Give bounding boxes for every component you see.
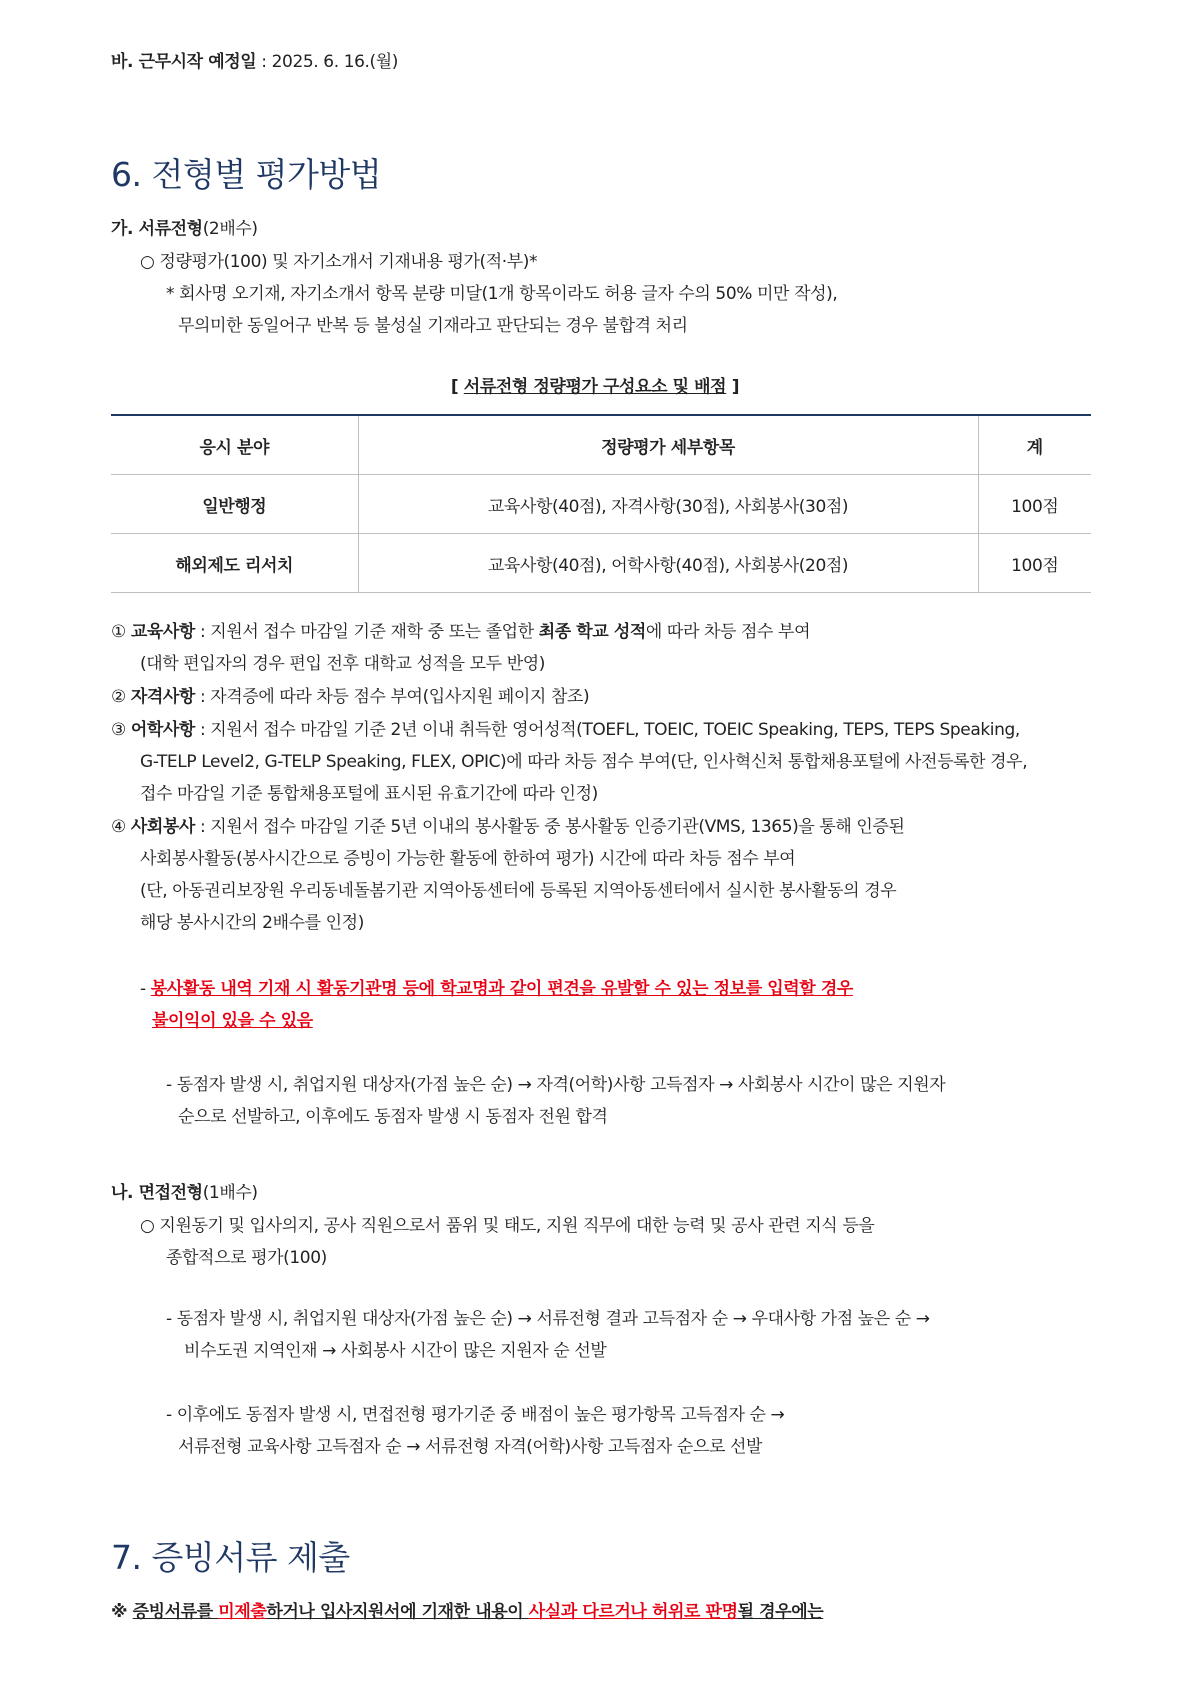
item-number: ① bbox=[111, 622, 126, 642]
item-education bbox=[111, 620, 810, 644]
item-language bbox=[111, 718, 1020, 742]
tie-rule-interview-line-1: - 동점자 발생 시, 취업지원 대상자(가점 높은 순) → 서류전형 결과 고득점자 순 → 우대사항 가점 높은 순 → bbox=[166, 1309, 930, 1329]
item-text: : 자격증에 따라 차등 점수 부여(입사지원 페이지 참조) bbox=[194, 687, 590, 707]
section-7-heading: 7. 증빙서류 제출 bbox=[111, 1538, 350, 1577]
start-date-label: 바. 근무시작 예정일 bbox=[111, 52, 257, 72]
interview-suffix: (1배수) bbox=[202, 1183, 258, 1203]
note-text: 증빙서류를 bbox=[132, 1602, 219, 1622]
document-screening-note-2: 무의미한 동일어구 반복 등 불성실 기재라고 판단되는 경우 불합격 처리 bbox=[178, 316, 688, 336]
row-total: 100점 bbox=[978, 534, 1091, 593]
note-mark: ※ bbox=[111, 1602, 133, 1622]
item-language-line-3: 접수 마감일 기준 통합채용포털에 표시된 유효기간에 따라 인정) bbox=[140, 784, 598, 804]
tie-rule-final-line-2: 서류전형 교육사항 고득점자 순 → 서류전형 자격(어학)사항 고득점자 순으로 선발 bbox=[178, 1437, 763, 1457]
tie-rule-document-line-1: - 동점자 발생 시, 취업지원 대상자(가점 높은 순) → 자격(어학)사항 고득점자 → 사회봉사 시간이 많은 지원자 bbox=[166, 1075, 946, 1095]
table-title-close-bracket: ] bbox=[726, 377, 740, 397]
item-text: 에 따라 차등 점수 부여 bbox=[645, 622, 811, 642]
item-volunteer-line-3: (단, 아동권리보장원 우리동네돌봄기관 지역아동센터에 등록된 지역아동센터에서 실시한 봉사활동의 경우 bbox=[140, 881, 897, 901]
item-number: ③ bbox=[111, 720, 126, 740]
interview-label: 나. 면접전형 bbox=[111, 1183, 203, 1203]
document-screening-label: 가. 서류전형 bbox=[111, 219, 203, 239]
item-volunteer-line-2: 사회봉사활동(봉사시간으로 증빙이 가능한 활동에 한하여 평가) 시간에 따라 차등 점수 부여 bbox=[140, 849, 796, 869]
warning-text-line-2: 불이익이 있을 수 있음 bbox=[152, 1011, 313, 1031]
table-title-text: 서류전형 정량평가 구성요소 및 배점 bbox=[463, 377, 727, 397]
row-field: 일반행정 bbox=[111, 475, 358, 534]
note-red-text: 미제출 bbox=[218, 1602, 267, 1622]
note-red-text: 사실과 다르거나 허위로 판명 bbox=[528, 1602, 738, 1622]
tie-rule-document-line-2: 순으로 선발하고, 이후에도 동점자 발생 시 동점자 전원 합격 bbox=[178, 1107, 608, 1127]
item-text: : 지원서 접수 마감일 기준 재학 중 또는 졸업한 bbox=[194, 622, 539, 642]
item-emphasis: 최종 학교 성적 bbox=[538, 622, 646, 642]
document-screening-suffix: (2배수) bbox=[202, 219, 258, 239]
table-title-open-bracket: [ bbox=[450, 377, 464, 397]
header-field: 응시 분야 bbox=[111, 415, 358, 475]
row-items: 교육사항(40점), 자격사항(30점), 사회봉사(30점) bbox=[358, 475, 978, 534]
item-label: 교육사항 bbox=[130, 622, 195, 642]
table-title bbox=[0, 372, 1190, 399]
item-education-line-2: (대학 편입자의 경우 편입 전후 대학교 성적을 모두 반영) bbox=[140, 654, 545, 674]
row-items: 교육사항(40점), 어학사항(40점), 사회봉사(20점) bbox=[358, 534, 978, 593]
tie-rule-interview-line-2: 비수도권 지역인재 → 사회봉사 시간이 많은 지원자 순 선발 bbox=[184, 1341, 607, 1361]
note-text: 하거나 입사지원서에 기재한 내용이 bbox=[266, 1602, 529, 1622]
document-screening-heading bbox=[111, 217, 258, 241]
row-field: 해외제도 리서치 bbox=[111, 534, 358, 593]
interview-heading bbox=[111, 1181, 258, 1205]
tie-rule-final-line-1: - 이후에도 동점자 발생 시, 면접전형 평가기준 중 배점이 높은 평가항목 고득점자 순 → bbox=[166, 1405, 785, 1425]
start-date-line bbox=[111, 50, 398, 74]
section-7-note bbox=[111, 1600, 823, 1624]
item-text: : 지원서 접수 마감일 기준 5년 이내의 봉사활동 중 봉사활동 인증기관(VMS, 1365)을 통해 인증된 bbox=[194, 817, 905, 837]
document-screening-criteria: ○ 정량평가(100) 및 자기소개서 기재내용 평가(적·부)* bbox=[140, 252, 538, 272]
interview-criteria-line-2: 종합적으로 평가(100) bbox=[166, 1248, 327, 1268]
header-items: 정량평가 세부항목 bbox=[358, 415, 978, 475]
section-6-heading: 6. 전형별 평가방법 bbox=[111, 155, 382, 194]
note-text: 될 경우에는 bbox=[737, 1602, 824, 1622]
warning-dash: - bbox=[140, 979, 151, 999]
table-header-row bbox=[111, 415, 1091, 475]
item-certification bbox=[111, 685, 589, 709]
item-text: : 지원서 접수 마감일 기준 2년 이내 취득한 영어성적(TOEFL, TOEIC, TOEIC Speaking, TEPS, TEPS Speaking, bbox=[194, 720, 1020, 740]
document-screening-note-1: * 회사명 오기재, 자기소개서 항목 분량 미달(1개 항목이라도 허용 글자 수의 50% 미만 작성), bbox=[166, 284, 838, 304]
item-number: ④ bbox=[111, 817, 126, 837]
item-label: 자격사항 bbox=[130, 687, 195, 707]
header-total: 계 bbox=[978, 415, 1091, 475]
item-label: 어학사항 bbox=[130, 720, 195, 740]
row-total: 100점 bbox=[978, 475, 1091, 534]
table-row bbox=[111, 475, 1091, 534]
item-volunteer-line-4: 해당 봉사시간의 2배수를 인정) bbox=[140, 913, 364, 933]
item-number: ② bbox=[111, 687, 126, 707]
item-label: 사회봉사 bbox=[130, 817, 195, 837]
warning-text-line-1: 봉사활동 내역 기재 시 활동기관명 등에 학교명과 같이 편견을 유발할 수 있는 정보를 입력할 경우 bbox=[150, 979, 853, 999]
quantitative-score-table bbox=[111, 414, 1091, 593]
item-language-line-2: G-TELP Level2, G-TELP Speaking, FLEX, OPIC)에 따라 차등 점수 부여(단, 인사혁신처 통합채용포털에 사전등록한 경우, bbox=[140, 752, 1028, 772]
item-volunteer bbox=[111, 815, 905, 839]
volunteer-warning bbox=[140, 977, 853, 1001]
interview-criteria-line-1: ○ 지원동기 및 입사의지, 공사 직원으로서 품위 및 태도, 지원 직무에 대한 능력 및 공사 관련 지식 등을 bbox=[140, 1216, 875, 1236]
start-date-value: : 2025. 6. 16.(월) bbox=[256, 52, 399, 72]
table-row bbox=[111, 534, 1091, 593]
